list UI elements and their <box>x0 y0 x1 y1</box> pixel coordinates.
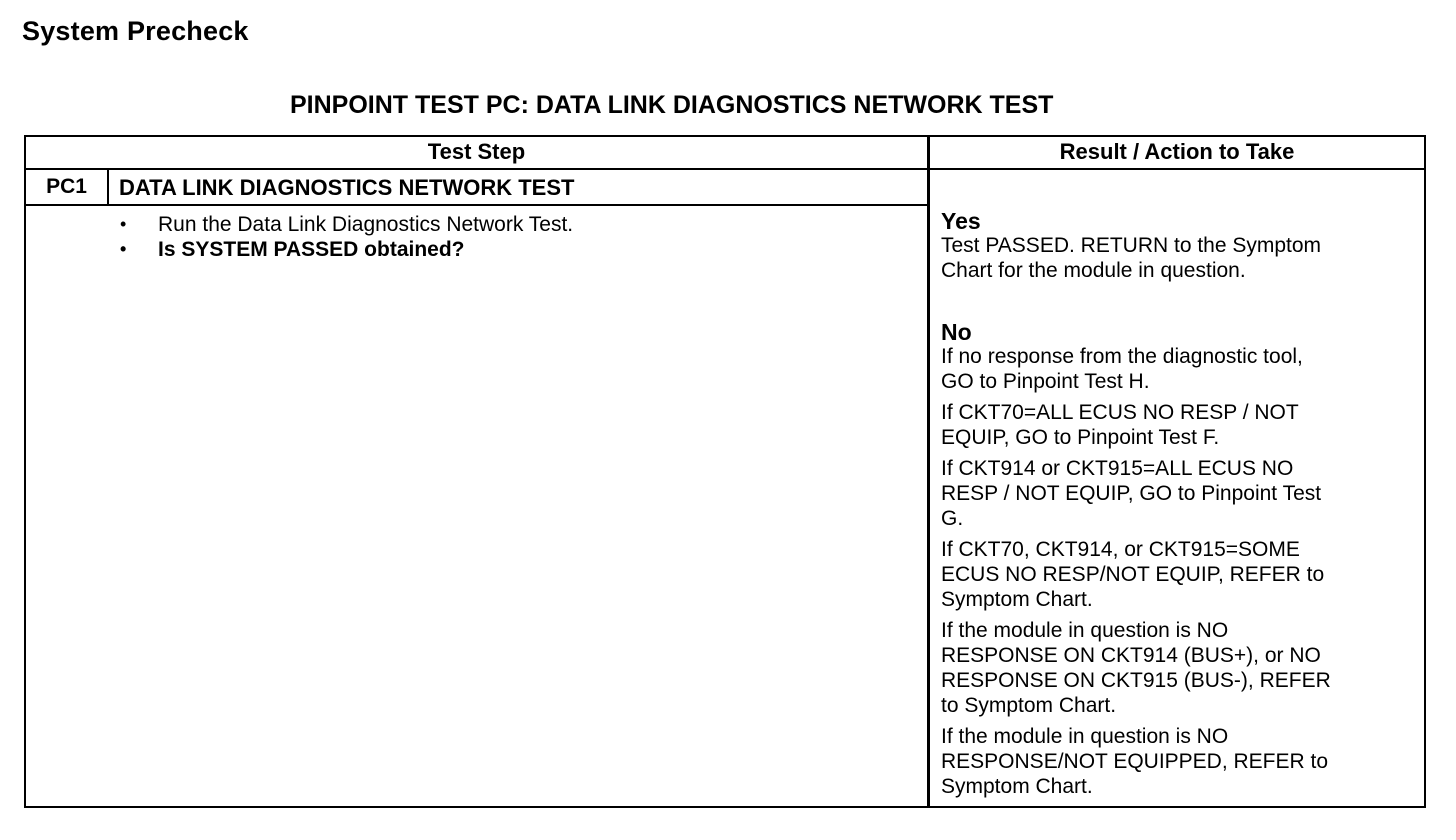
step-id: PC1 <box>46 175 87 198</box>
result-line: If no response from the diagnostic tool, <box>941 345 1303 368</box>
result-column <box>941 209 1421 805</box>
result-line: RESPONSE ON CKT915 (BUS-), REFER <box>941 669 1331 692</box>
bullet-icon: • <box>120 214 127 234</box>
bullet-icon: • <box>120 239 127 259</box>
result-line: Symptom Chart. <box>941 588 1093 611</box>
result-no-label: No <box>941 319 972 345</box>
step-instructions <box>118 212 573 262</box>
result-line: ECUS NO RESP/NOT EQUIP, REFER to <box>941 563 1325 586</box>
result-line: RESPONSE ON CKT914 (BUS+), or NO <box>941 644 1321 667</box>
result-no-item <box>941 618 1421 718</box>
result-line: RESP / NOT EQUIP, GO to Pinpoint Test <box>941 482 1322 505</box>
step-id-divider <box>107 170 109 204</box>
step-row-divider <box>26 204 928 206</box>
header-result-action: Result / Action to Take <box>1059 139 1295 164</box>
result-line: If CKT70, CKT914, or CKT915=SOME <box>941 538 1300 561</box>
instruction-question <box>118 237 573 262</box>
result-yes-text <box>941 233 1421 283</box>
header-test-step: Test Step <box>427 139 526 164</box>
result-line: If the module in question is NO <box>941 619 1229 642</box>
pinpoint-test-title: PINPOINT TEST PC: DATA LINK DIAGNOSTICS NETWORK TEST <box>290 91 1054 119</box>
instruction-item <box>118 212 573 237</box>
result-line: Chart for the module in question. <box>941 259 1246 282</box>
result-yes-label: Yes <box>941 208 981 234</box>
result-line: to Symptom Chart. <box>941 694 1117 717</box>
result-no-item <box>941 724 1421 799</box>
result-no-item <box>941 344 1421 394</box>
result-line: RESPONSE/NOT EQUIPPED, REFER to <box>941 750 1329 773</box>
result-line: Symptom Chart. <box>941 775 1093 798</box>
result-line: Test PASSED. RETURN to the Symptom <box>941 234 1322 257</box>
result-line: If CKT70=ALL ECUS NO RESP / NOT <box>941 401 1299 424</box>
result-line: G. <box>941 507 964 530</box>
pinpoint-test-table <box>24 135 1426 808</box>
instruction-text: Run the Data Link Diagnostics Network Test. <box>158 213 574 236</box>
result-no-item <box>941 456 1421 531</box>
result-no-item <box>941 537 1421 612</box>
question-text: Is SYSTEM PASSED obtained? <box>158 238 465 261</box>
result-line: EQUIP, GO to Pinpoint Test F. <box>941 426 1220 449</box>
result-line: If the module in question is NO <box>941 725 1229 748</box>
header-divider <box>26 168 1424 170</box>
result-line: GO to Pinpoint Test H. <box>941 370 1150 393</box>
step-name: DATA LINK DIAGNOSTICS NETWORK TEST <box>119 175 575 200</box>
result-no-item <box>941 400 1421 450</box>
column-divider <box>927 137 930 806</box>
section-title: System Precheck <box>22 16 249 46</box>
result-line: If CKT914 or CKT915=ALL ECUS NO <box>941 457 1294 480</box>
